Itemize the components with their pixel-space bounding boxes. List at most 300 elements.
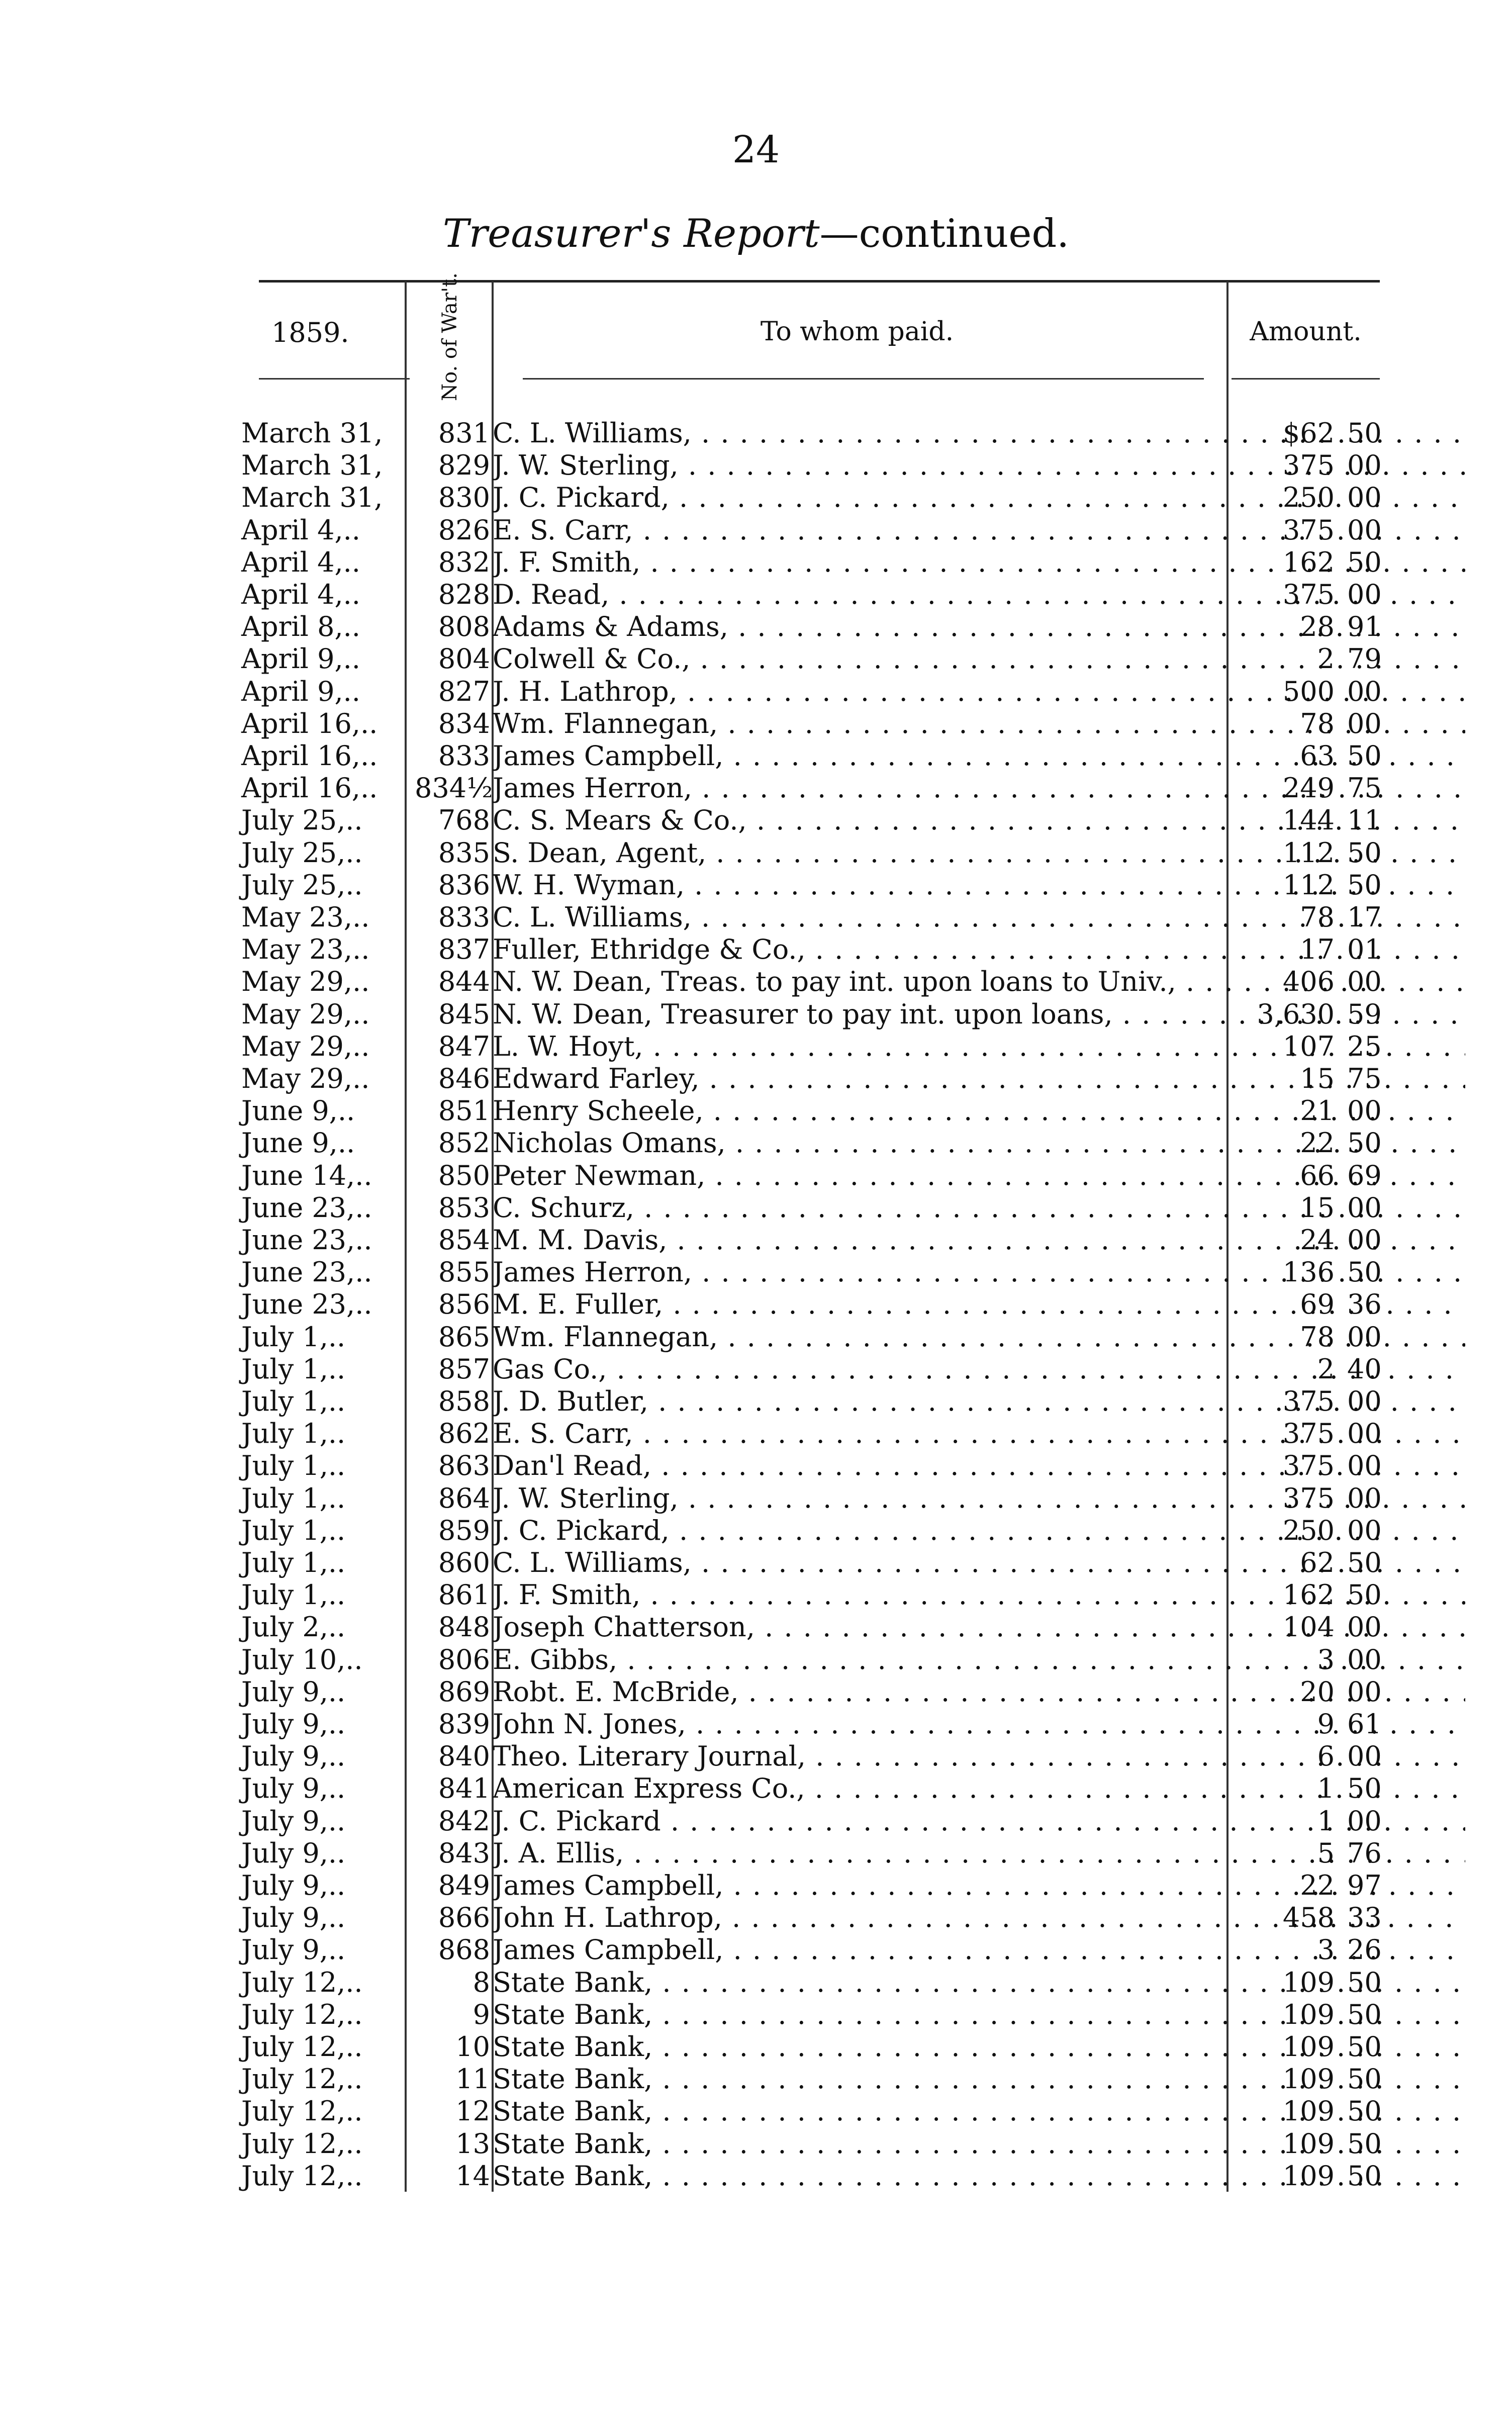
table-row: [241, 869, 1382, 901]
row-date: April 16,..: [241, 707, 378, 739]
row-warrant-no: 864: [438, 1482, 490, 1514]
row-amount-cents: 50: [1347, 1579, 1382, 1611]
table-row: [241, 1805, 1382, 1837]
table-row: [241, 1224, 1382, 1256]
row-paid-to: Joseph Chatterson, . . .: [493, 1611, 1465, 1643]
row-amount-cents: 00: [1347, 675, 1382, 707]
row-warrant-no: 865: [438, 1321, 490, 1353]
row-date: July 12,..: [241, 2160, 363, 2192]
row-amount-cents: 00: [1347, 1675, 1382, 1708]
row-date: July 1,..: [241, 1450, 346, 1482]
row-amount-dollars: 5: [1317, 1837, 1335, 1869]
row-warrant-no: 866: [438, 1902, 490, 1934]
row-amount-cents: 50: [1347, 869, 1382, 901]
row-amount-cents: 00: [1347, 514, 1382, 546]
row-date: April 16,..: [241, 772, 378, 804]
row-paid-to: M. M. Davis, . . .: [493, 1224, 1465, 1256]
row-paid-to: E. S. Carr, . . .: [493, 1418, 1465, 1450]
row-warrant-no: 861: [438, 1579, 490, 1611]
row-date: June 23,..: [241, 1256, 372, 1288]
row-amount-dollars: 406: [1282, 966, 1335, 998]
row-warrant-no: 828: [438, 579, 490, 610]
row-amount-dollars: 24: [1300, 1224, 1335, 1256]
row-date: April 9,..: [241, 643, 360, 675]
row-date: July 12,..: [241, 2063, 363, 2095]
row-paid-to: American Express Co., . . .: [493, 1772, 1465, 1805]
row-paid-to: E. S. Carr, . . .: [493, 514, 1465, 546]
row-amount-cents: 00: [1347, 1224, 1382, 1256]
row-warrant-no: 855: [438, 1256, 490, 1288]
row-amount-dollars: $62: [1282, 417, 1335, 449]
row-paid-to: D. Read, . . .: [493, 579, 1465, 611]
table-row: [241, 1611, 1382, 1643]
table-row: [241, 836, 1382, 869]
row-date: July 25,..: [241, 804, 363, 836]
row-warrant-no: 862: [438, 1418, 490, 1450]
row-amount-cents: 69: [1347, 1159, 1382, 1191]
row-amount-dollars: 458: [1282, 1902, 1335, 1934]
row-date: May 29,..: [241, 998, 370, 1030]
row-warrant-no: 11: [455, 2063, 490, 2095]
row-warrant-no: 834½: [415, 772, 493, 804]
row-amount-cents: 61: [1347, 1708, 1382, 1740]
table-row: [241, 998, 1382, 1031]
row-amount-dollars: 17: [1300, 933, 1335, 966]
row-amount-dollars: 249: [1282, 772, 1335, 804]
row-paid-to: John N. Jones, . . .: [493, 1708, 1465, 1740]
row-date: June 23,..: [241, 1288, 372, 1321]
row-amount-dollars: 500: [1282, 675, 1335, 707]
table-row: [241, 546, 1382, 579]
table-row: [241, 966, 1382, 998]
row-amount-dollars: 109: [1282, 2063, 1335, 2095]
row-amount-cents: 50: [1347, 1256, 1382, 1288]
row-amount-dollars: 22: [1300, 1870, 1335, 1901]
row-amount-dollars: 136: [1282, 1256, 1335, 1288]
row-paid-to: State Bank, . . .: [493, 1967, 1465, 1999]
row-warrant-no: 836: [438, 869, 490, 901]
row-amount-cents: 50: [1347, 1998, 1382, 2030]
row-date: April 4,..: [241, 546, 360, 578]
row-amount-cents: 50: [1347, 546, 1382, 578]
row-amount-dollars: 109: [1282, 2031, 1335, 2063]
row-date: July 9,..: [241, 1837, 346, 1869]
row-date: July 9,..: [241, 1772, 346, 1805]
row-warrant-no: 835: [438, 836, 490, 869]
row-amount-cents: 00: [1347, 1514, 1382, 1546]
row-amount-cents: 00: [1347, 449, 1382, 482]
running-title-italic: Treasurer's Report: [442, 211, 820, 256]
row-amount-cents: 50: [1347, 2095, 1382, 2127]
table-row: [241, 1870, 1382, 1902]
row-amount-cents: 00: [1347, 1418, 1382, 1450]
row-warrant-no: 859: [438, 1514, 490, 1546]
header-amount: Amount.: [1250, 317, 1362, 347]
row-date: July 9,..: [241, 1675, 346, 1708]
row-amount-cents: 00: [1347, 966, 1382, 998]
row-amount-cents: 11: [1347, 804, 1382, 836]
row-paid-to: Wm. Flannegan, . . .: [493, 708, 1465, 740]
table-row: [241, 1191, 1382, 1224]
table-row: [241, 611, 1382, 643]
row-date: June 23,..: [241, 1191, 372, 1224]
row-warrant-no: 829: [438, 449, 490, 482]
header-year: 1859.: [271, 317, 349, 348]
table-row: [241, 1579, 1382, 1611]
row-paid-to: James Herron, . . .: [493, 772, 1465, 804]
row-amount-cents: 50: [1347, 836, 1382, 869]
row-warrant-no: 852: [438, 1127, 490, 1159]
row-paid-to: N. W. Dean, Treas. to pay int. upon loans to Univ., . . .: [493, 966, 1465, 998]
row-date: March 31,: [241, 417, 383, 449]
row-date: June 23,..: [241, 1224, 372, 1256]
row-warrant-no: 851: [438, 1095, 490, 1127]
row-paid-to: S. Dean, Agent, . . .: [493, 837, 1465, 869]
row-warrant-no: 868: [438, 1934, 490, 1966]
row-amount-dollars: 6: [1317, 1740, 1335, 1772]
row-amount-cents: 00: [1347, 1450, 1382, 1482]
row-warrant-no: 840: [438, 1740, 490, 1772]
row-amount-cents: 50: [1347, 2127, 1382, 2160]
row-warrant-no: 808: [438, 611, 490, 643]
row-date: July 10,..: [241, 1643, 363, 1675]
table-row: [241, 1902, 1382, 1934]
running-title-rest: —continued.: [819, 211, 1070, 256]
table-row: [241, 1934, 1382, 1966]
row-amount-dollars: 2: [1317, 643, 1335, 675]
row-warrant-no: 9: [472, 1998, 490, 2030]
row-amount-cents: 50: [1347, 740, 1382, 772]
row-warrant-no: 869: [438, 1675, 490, 1708]
row-date: June 14,..: [241, 1159, 372, 1191]
row-amount-cents: 00: [1347, 1385, 1382, 1417]
row-warrant-no: 833: [438, 740, 490, 772]
row-paid-to: State Bank, . . .: [493, 1999, 1465, 2031]
row-amount-cents: 50: [1347, 2031, 1382, 2063]
row-warrant-no: 842: [438, 1805, 490, 1837]
table-row: [241, 1256, 1382, 1288]
row-amount-dollars: 250: [1282, 1514, 1335, 1546]
row-amount-dollars: 375: [1282, 1385, 1335, 1417]
row-warrant-no: 831: [438, 417, 490, 449]
table-row: [241, 1127, 1382, 1159]
row-amount-dollars: 63: [1300, 740, 1335, 772]
row-date: April 4,..: [241, 579, 360, 610]
row-paid-to: L. W. Hoyt, . . .: [493, 1031, 1465, 1063]
row-amount-cents: 50: [1347, 2063, 1382, 2095]
row-amount-cents: 00: [1347, 707, 1382, 739]
row-amount-cents: 75: [1347, 772, 1382, 804]
table-row: [241, 514, 1382, 546]
row-amount-cents: 00: [1347, 1095, 1382, 1127]
row-warrant-no: 844: [438, 966, 490, 998]
row-warrant-no: 768: [438, 804, 490, 836]
table-top-rule: [259, 280, 1380, 283]
row-warrant-no: 13: [455, 2127, 490, 2160]
row-date: April 4,..: [241, 514, 360, 546]
row-paid-to: J. D. Butler, . . .: [493, 1385, 1465, 1418]
row-date: July 1,..: [241, 1579, 346, 1611]
row-amount-dollars: 78: [1300, 1321, 1335, 1353]
row-amount-dollars: 109: [1282, 2127, 1335, 2160]
row-warrant-no: 841: [438, 1772, 490, 1805]
row-paid-to: Edward Farley, . . .: [493, 1063, 1465, 1095]
row-amount-cents: 00: [1347, 579, 1382, 610]
row-date: July 1,..: [241, 1353, 346, 1385]
table-row: [241, 772, 1382, 804]
table-row: [241, 1482, 1382, 1515]
row-paid-to: Theo. Literary Journal, . . .: [493, 1740, 1465, 1772]
row-paid-to: J. C. Pickard, . . .: [493, 1515, 1465, 1547]
table-row: [241, 1966, 1382, 1999]
row-date: July 9,..: [241, 1740, 346, 1772]
row-paid-to: State Bank, . . .: [493, 2128, 1465, 2160]
row-amount-dollars: 62: [1300, 1547, 1335, 1578]
row-date: July 9,..: [241, 1934, 346, 1966]
table-row: [241, 933, 1382, 966]
row-date: July 9,..: [241, 1870, 346, 1901]
row-amount-cents: 50: [1347, 2160, 1382, 2192]
row-date: June 9,..: [241, 1127, 355, 1159]
row-date: July 1,..: [241, 1385, 346, 1417]
row-paid-to: J. C. Pickard, . . .: [493, 482, 1465, 514]
row-paid-to: State Bank, . . .: [493, 2160, 1465, 2192]
row-date: July 1,..: [241, 1482, 346, 1514]
row-amount-dollars: 1: [1317, 1772, 1335, 1805]
row-paid-to: J. C. Pickard . . .: [493, 1805, 1465, 1837]
row-date: April 9,..: [241, 675, 360, 707]
row-paid-to: State Bank, . . .: [493, 2063, 1465, 2095]
table-row: [241, 740, 1382, 772]
row-warrant-no: 804: [438, 643, 490, 675]
row-date: July 1,..: [241, 1418, 346, 1450]
row-paid-to: E. Gibbs, . . .: [493, 1644, 1465, 1676]
row-amount-dollars: 21: [1300, 1095, 1335, 1127]
row-paid-to: James Herron, . . .: [493, 1256, 1465, 1288]
row-paid-to: C. S. Mears & Co., . . .: [493, 804, 1465, 836]
row-amount-dollars: 3: [1317, 1643, 1335, 1675]
row-date: April 8,..: [241, 611, 360, 643]
row-paid-to: Henry Scheele, . . .: [493, 1095, 1465, 1127]
row-amount-dollars: 162: [1282, 1579, 1335, 1611]
row-amount-dollars: 15: [1300, 1191, 1335, 1224]
row-paid-to: Wm. Flannegan, . . .: [493, 1321, 1465, 1353]
row-paid-to: Dan'l Read, . . .: [493, 1450, 1465, 1482]
table-row: [241, 1772, 1382, 1805]
row-amount-dollars: 3: [1317, 1934, 1335, 1966]
row-amount-dollars: 109: [1282, 2160, 1335, 2192]
row-amount-cents: 50: [1347, 1772, 1382, 1805]
table-row: [241, 1418, 1382, 1450]
table-row: [241, 1353, 1382, 1385]
row-date: July 25,..: [241, 869, 363, 901]
row-amount-dollars: 112: [1282, 869, 1335, 901]
row-warrant-no: 856: [438, 1288, 490, 1321]
header-rule-paid: [523, 378, 1204, 380]
row-amount-cents: 17: [1347, 901, 1382, 933]
row-amount-dollars: 375: [1282, 1450, 1335, 1482]
row-amount-dollars: 3,630: [1257, 998, 1335, 1030]
running-title: [0, 211, 1512, 256]
table-row: [241, 1030, 1382, 1063]
row-warrant-no: 853: [438, 1191, 490, 1224]
row-amount-dollars: 109: [1282, 2095, 1335, 2127]
row-warrant-no: 826: [438, 514, 490, 546]
row-paid-to: James Campbell, . . .: [493, 740, 1465, 772]
row-amount-cents: 50: [1347, 417, 1382, 449]
row-amount-cents: 50: [1347, 1547, 1382, 1578]
row-paid-to: J. W. Sterling, . . .: [493, 1482, 1465, 1515]
row-amount-dollars: 162: [1282, 546, 1335, 578]
row-paid-to: James Campbell, . . .: [493, 1934, 1465, 1966]
row-amount-cents: 36: [1347, 1288, 1382, 1321]
table-row: [241, 1063, 1382, 1095]
row-paid-to: John H. Lathrop, . . .: [493, 1902, 1465, 1934]
table-row: [241, 1385, 1382, 1418]
row-date: July 12,..: [241, 2127, 363, 2160]
table-row: [241, 1740, 1382, 1772]
row-warrant-no: 849: [438, 1870, 490, 1901]
row-paid-to: J. F. Smith, . . .: [493, 1579, 1465, 1611]
table-row: [241, 675, 1382, 708]
row-amount-cents: 76: [1347, 1837, 1382, 1869]
row-amount-dollars: 28: [1300, 611, 1335, 643]
row-date: July 2,..: [241, 1611, 346, 1643]
header-rule-date: [259, 378, 410, 380]
header-paid-to: To whom paid.: [760, 317, 954, 347]
row-date: May 29,..: [241, 1030, 370, 1062]
row-amount-dollars: 375: [1282, 449, 1335, 482]
row-warrant-no: 845: [438, 998, 490, 1030]
row-paid-to: M. E. Fuller, . . .: [493, 1288, 1465, 1321]
row-warrant-no: 834: [438, 707, 490, 739]
row-amount-cents: 01: [1347, 933, 1382, 966]
row-amount-cents: 00: [1347, 1191, 1382, 1224]
table-row: [241, 1095, 1382, 1127]
row-paid-to: Colwell & Co., . . .: [493, 643, 1465, 675]
table-row: [241, 1450, 1382, 1482]
row-warrant-no: 806: [438, 1643, 490, 1675]
row-amount-cents: 91: [1347, 611, 1382, 643]
row-date: July 12,..: [241, 1998, 363, 2030]
row-date: June 9,..: [241, 1095, 355, 1127]
row-warrant-no: 8: [472, 1966, 490, 1998]
row-warrant-no: 846: [438, 1063, 490, 1094]
table-row: [241, 1514, 1382, 1547]
row-amount-dollars: 15: [1300, 1063, 1335, 1094]
row-amount-dollars: 375: [1282, 514, 1335, 546]
table-row: [241, 643, 1382, 675]
row-paid-to: C. L. Williams, . . .: [493, 1547, 1465, 1579]
row-amount-dollars: 109: [1282, 1966, 1335, 1998]
row-paid-to: State Bank, . . .: [493, 2031, 1465, 2063]
row-amount-cents: 50: [1347, 1127, 1382, 1159]
row-amount-dollars: 78: [1300, 901, 1335, 933]
row-warrant-no: 848: [438, 1611, 490, 1643]
row-date: July 12,..: [241, 2095, 363, 2127]
row-amount-cents: 26: [1347, 1934, 1382, 1966]
row-paid-to: J. F. Smith, . . .: [493, 546, 1465, 579]
row-paid-to: J. H. Lathrop, . . .: [493, 676, 1465, 708]
row-warrant-no: 14: [455, 2160, 490, 2192]
table-row: [241, 2160, 1382, 2192]
row-date: March 31,: [241, 449, 383, 482]
row-warrant-no: 839: [438, 1708, 490, 1740]
row-date: April 16,..: [241, 740, 378, 772]
row-amount-dollars: 104: [1282, 1611, 1335, 1643]
row-paid-to: C. Schurz, . . .: [493, 1192, 1465, 1224]
row-amount-dollars: 1: [1317, 1805, 1335, 1837]
row-amount-cents: 25: [1347, 1030, 1382, 1062]
row-warrant-no: 847: [438, 1030, 490, 1062]
row-amount-dollars: 250: [1282, 482, 1335, 514]
row-date: July 12,..: [241, 2031, 363, 2063]
row-amount-cents: 00: [1347, 1740, 1382, 1772]
row-amount-cents: 40: [1347, 1353, 1382, 1385]
table-row: [241, 901, 1382, 933]
row-amount-dollars: 107: [1282, 1030, 1335, 1062]
row-paid-to: Robt. E. McBride, . . .: [493, 1676, 1465, 1708]
row-warrant-no: 837: [438, 933, 490, 966]
row-amount-dollars: 375: [1282, 1482, 1335, 1514]
table-row: [241, 1159, 1382, 1192]
row-paid-to: Nicholas Omans, . . .: [493, 1127, 1465, 1159]
row-date: May 23,..: [241, 901, 370, 933]
table-row: [241, 1288, 1382, 1321]
row-amount-dollars: 69: [1300, 1288, 1335, 1321]
row-date: July 9,..: [241, 1708, 346, 1740]
table-row: [241, 707, 1382, 740]
row-paid-to: C. L. Williams, . . .: [493, 901, 1465, 933]
row-amount-cents: 00: [1347, 1482, 1382, 1514]
row-warrant-no: 830: [438, 482, 490, 514]
header-warrant-no-label: No. of War't.: [438, 272, 461, 401]
row-date: May 29,..: [241, 966, 370, 998]
row-warrant-no: 843: [438, 1837, 490, 1869]
row-date: May 29,..: [241, 1063, 370, 1094]
row-date: July 1,..: [241, 1547, 346, 1578]
row-date: July 1,..: [241, 1321, 346, 1353]
row-paid-to: Peter Newman, . . .: [493, 1160, 1465, 1192]
row-warrant-no: 860: [438, 1547, 490, 1578]
row-date: July 1,..: [241, 1514, 346, 1546]
row-amount-cents: 59: [1347, 998, 1382, 1030]
row-warrant-no: 858: [438, 1385, 490, 1417]
row-amount-dollars: 78: [1300, 707, 1335, 739]
row-amount-cents: 79: [1347, 643, 1382, 675]
row-date: July 9,..: [241, 1805, 346, 1837]
row-paid-to: J. W. Sterling, . . .: [493, 449, 1465, 482]
row-amount-dollars: 9: [1317, 1708, 1335, 1740]
row-amount-dollars: 22: [1300, 1127, 1335, 1159]
page-number: 24: [732, 128, 780, 171]
table-row: [241, 1547, 1382, 1579]
row-warrant-no: 833: [438, 901, 490, 933]
row-warrant-no: 832: [438, 546, 490, 578]
row-amount-dollars: 144: [1282, 804, 1335, 836]
table-row: [241, 1643, 1382, 1676]
table-row: [241, 2127, 1382, 2160]
row-warrant-no: 10: [455, 2031, 490, 2063]
row-amount-cents: 33: [1347, 1902, 1382, 1934]
header-warrant-no: [412, 272, 488, 401]
row-paid-to: James Campbell, . . .: [493, 1870, 1465, 1902]
table-row: [241, 1675, 1382, 1708]
table-row: [241, 579, 1382, 611]
row-amount-dollars: 2: [1317, 1353, 1335, 1385]
row-amount-dollars: 375: [1282, 579, 1335, 610]
row-amount-dollars: 375: [1282, 1418, 1335, 1450]
